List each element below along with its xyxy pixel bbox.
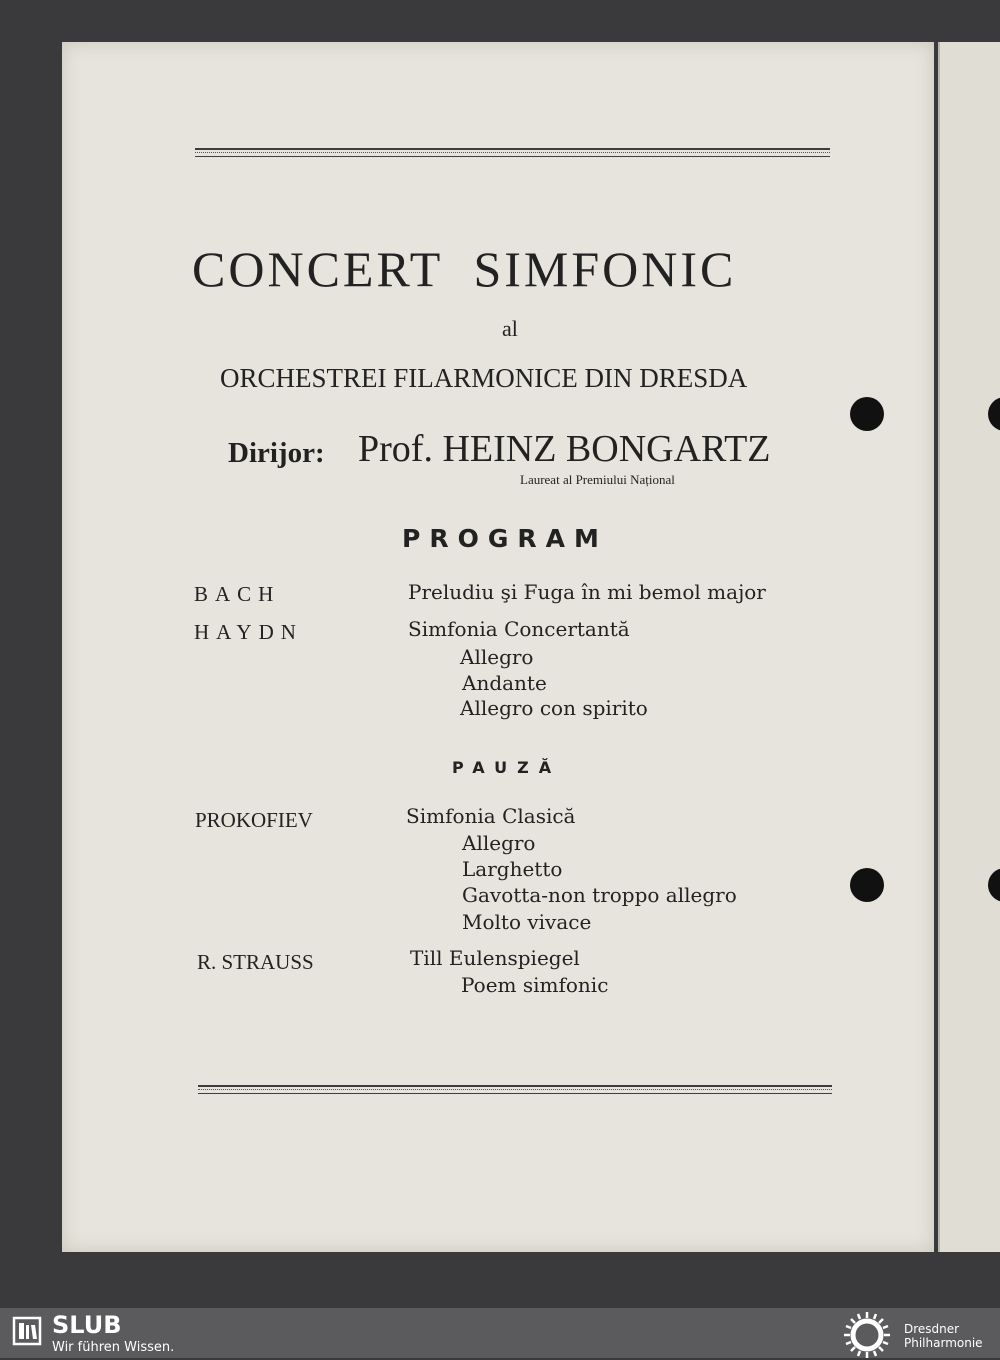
conductor-award: Laureat al Premiului Național bbox=[520, 472, 675, 487]
program-heading: PROGRAM bbox=[402, 524, 608, 553]
partner-name-line1: Dresdner bbox=[904, 1322, 960, 1336]
work-title: Simfonia Concertantă bbox=[408, 617, 630, 641]
movement: Poem simfonic bbox=[461, 973, 609, 997]
library-tagline: Wir führen Wissen. bbox=[52, 1340, 175, 1355]
movement: Allegro bbox=[462, 831, 536, 855]
philharmonie-logo-icon bbox=[842, 1310, 892, 1360]
viewer-footer bbox=[0, 1308, 1000, 1358]
movement: Gavotta-non troppo allegro bbox=[462, 883, 737, 907]
composer-name: R. STRAUSS bbox=[197, 950, 314, 974]
work-title: Till Eulenspiegel bbox=[410, 946, 580, 970]
concert-title: CONCERT SIMFONIC bbox=[192, 241, 737, 297]
slub-logo-icon bbox=[12, 1316, 42, 1346]
punch-hole bbox=[850, 868, 884, 902]
library-name: SLUB bbox=[52, 1311, 122, 1339]
movement: Andante bbox=[462, 671, 547, 695]
conductor-label: Dirijor: bbox=[228, 437, 325, 469]
bottom-ornamental-rule bbox=[198, 1085, 832, 1095]
movement: Allegro con spirito bbox=[460, 696, 648, 720]
movement: Larghetto bbox=[462, 857, 563, 881]
composer-name: HAYDN bbox=[194, 620, 303, 644]
partner-name-line2: Philharmonie bbox=[904, 1336, 983, 1350]
movement: Allegro bbox=[460, 645, 534, 669]
work-title: Simfonia Clasică bbox=[406, 804, 576, 828]
orchestra-name: ORCHESTREI FILARMONICE DIN DRESDA bbox=[220, 363, 748, 393]
next-page-edge bbox=[938, 42, 1000, 1252]
work-title: Preludiu şi Fuga în mi bemol major bbox=[408, 580, 766, 604]
movement: Molto vivace bbox=[462, 910, 592, 934]
title-connector: al bbox=[502, 316, 518, 341]
composer-name: BACH bbox=[194, 582, 281, 606]
punch-hole bbox=[850, 397, 884, 431]
intermission-label: PAUZĂ bbox=[452, 758, 562, 777]
conductor-name: Prof. HEINZ BONGARTZ bbox=[358, 428, 771, 470]
composer-name: PROKOFIEV bbox=[195, 808, 313, 832]
top-ornamental-rule bbox=[195, 148, 830, 158]
